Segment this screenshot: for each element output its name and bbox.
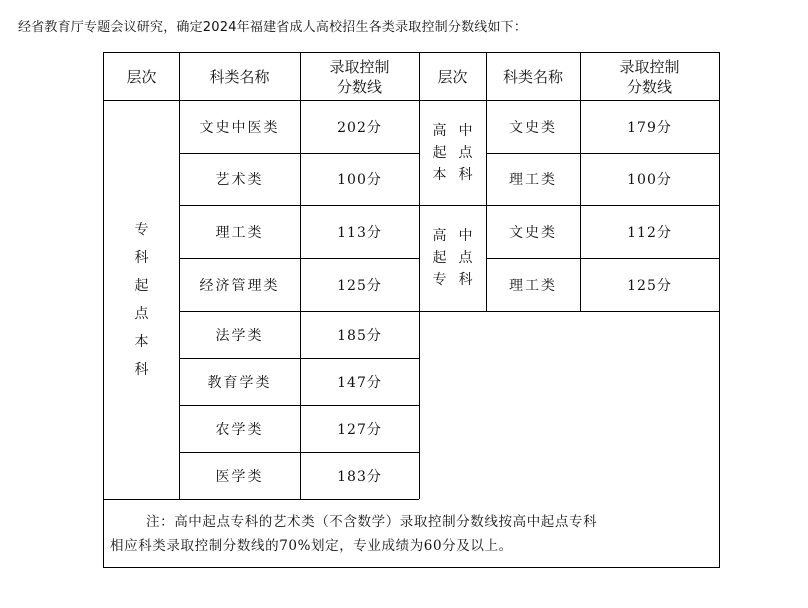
score-cell: 179分	[627, 119, 672, 136]
score-cell: 113分	[337, 224, 382, 241]
header-score-line2-right: 分数线	[626, 77, 672, 96]
header-subject: 科类名称	[209, 67, 270, 86]
level-char: 科	[458, 272, 473, 288]
note-line-1	[110, 510, 714, 534]
subject-cell: 理工类	[509, 277, 557, 294]
intro-text: 经省教育厅专题会议研究，确定2024年福建省成人高校招生各类录取控制分数线如下：	[18, 20, 528, 35]
score-cell: 100分	[627, 172, 672, 188]
level-char: 起	[432, 250, 447, 266]
subject-cell: 艺术类	[215, 172, 264, 188]
subject-cell: 理工类	[509, 172, 557, 188]
level-char: 点	[134, 305, 149, 322]
header-score-right	[580, 53, 719, 100]
subject-cell: 法学类	[215, 327, 264, 344]
subject-cell: 文史中医类	[199, 119, 280, 136]
note-text-2: 相应科类录取控制分数线的70%划定，专业成绩为60分及以上。	[110, 538, 513, 554]
subject-cell: 教育学类	[207, 374, 272, 391]
level-gaozhong-qidian-benke	[419, 100, 486, 205]
score-cell: 185分	[337, 327, 382, 344]
subject-cell: 文史类	[509, 224, 557, 241]
subject-cell: 农学类	[215, 421, 264, 438]
subject-cell: 文史类	[509, 119, 557, 136]
level-char: 起	[134, 277, 149, 294]
header-score-line1: 录取控制	[329, 57, 390, 76]
subject-cell: 医学类	[215, 468, 264, 485]
header-level-right: 层次	[437, 67, 468, 86]
level-char: 科	[458, 166, 473, 183]
subject-cell: 理工类	[215, 224, 264, 241]
table-note	[110, 510, 714, 558]
level-gaozhong-qidian-zhuanke	[419, 205, 486, 311]
admission-score-table	[103, 52, 720, 568]
level-char: 专	[432, 272, 447, 288]
header-score	[300, 53, 419, 100]
score-cell: 127分	[337, 421, 382, 438]
level-char: 科	[134, 249, 149, 266]
level-char: 专	[134, 221, 149, 238]
score-cell: 100分	[337, 172, 382, 188]
level-char: 起	[432, 144, 447, 161]
score-cell: 183分	[337, 468, 382, 485]
level-char: 中	[458, 122, 473, 139]
score-cell: 125分	[337, 277, 382, 294]
header-score-line2: 分数线	[336, 77, 382, 96]
level-char: 点	[458, 144, 473, 161]
level-char: 高	[432, 228, 447, 244]
header-subject-right: 科类名称	[502, 67, 563, 86]
level-char: 科	[134, 361, 149, 378]
score-cell: 202分	[337, 119, 382, 136]
level-char: 高	[432, 122, 447, 139]
score-cell: 147分	[337, 374, 382, 391]
score-cell: 125分	[627, 277, 672, 294]
header-level: 层次	[126, 67, 157, 86]
level-char: 本	[134, 333, 149, 350]
level-char: 点	[458, 250, 473, 266]
note-text-1: 注：高中起点专科的艺术类（不含数学）录取控制分数线按高中起点专科	[146, 514, 598, 530]
header-score-line1-right: 录取控制	[619, 57, 680, 76]
level-char: 本	[432, 166, 447, 183]
score-cell: 112分	[627, 224, 672, 241]
subject-cell: 经济管理类	[199, 277, 280, 294]
level-char: 中	[458, 228, 473, 244]
level-zhuanke-qidian-benke	[104, 100, 179, 499]
